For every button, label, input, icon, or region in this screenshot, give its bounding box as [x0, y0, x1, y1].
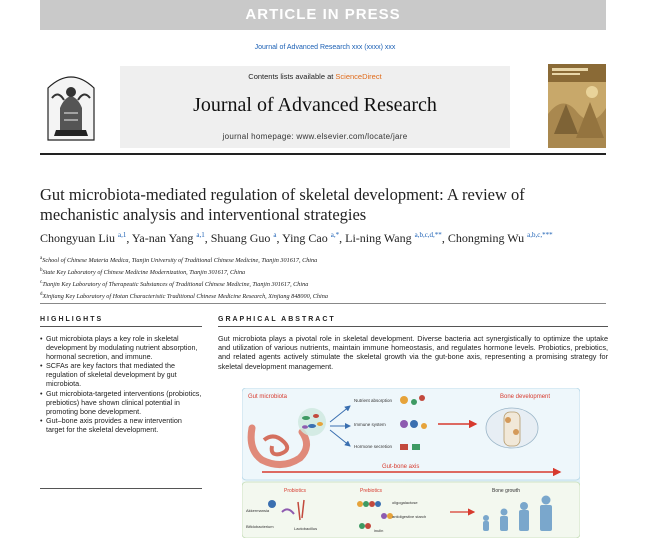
figure-label-immune: Immune system: [354, 422, 386, 427]
figure-label-hormone: Hormone secretion: [354, 444, 393, 449]
affiliation: $^a$School of Chinese Materia Medica, Tianjin University of Traditional Chinese Medicine, Tianjin 301617, China: [40, 256, 318, 265]
figure-label-nutrient: Nutrient absorption: [354, 398, 393, 403]
affiliation-list: [40, 254, 600, 302]
bone-illustration: [486, 408, 538, 448]
elsevier-logo: [40, 68, 102, 144]
figure-label-oligogalactose: oligogalactose: [392, 500, 418, 505]
article-in-press-banner: ARTICLE IN PRESS: [40, 0, 606, 30]
highlights-list: [40, 334, 202, 434]
highlight-item: • Gut microbiota plays a key role in skeletal development by modulating nutrient absorption, hormonal secretion, and immune.: [40, 334, 202, 361]
figure-label-probiotics: Probiotics: [284, 488, 306, 494]
author-name[interactable]: Ying Cao: [282, 231, 328, 245]
figure-label-gut-bone-axis: Gut-bone axis: [382, 464, 420, 470]
author-name[interactable]: Chongyuan Liu: [40, 231, 115, 245]
journal-homepage-link[interactable]: journal homepage: www.elsevier.com/locate/jare: [222, 132, 408, 141]
affiliation: $^c$Tianjin Key Laboratory of Therapeutic Substances of Traditional Chinese Medicine, Tianjin 301617, China: [40, 280, 309, 289]
author-affil-sup[interactable]: a,b,c,***: [527, 231, 553, 239]
author-affil-sup[interactable]: a,1: [118, 231, 127, 239]
article-title: Gut microbiota-mediated regulation of skeletal development: A review of mechanistic analysis and interventional strategies: [40, 185, 525, 224]
figure-label-inulin: inulin: [374, 528, 384, 533]
affiliation: $^b$State Key Laboratory of Chinese Medicine Modernization, Tianjin 301617, China: [40, 268, 246, 277]
graphical-abstract-heading: GRAPHICAL ABSTRACT: [218, 316, 608, 327]
highlight-item: • SCFAs are key factors that mediated the regulation of skeletal development by gut microbiota.: [40, 361, 202, 388]
figure-label-akkermansia: Akkermansia: [246, 508, 270, 513]
sciencedirect-link[interactable]: ScienceDirect: [335, 72, 382, 81]
contents-line: [120, 72, 510, 81]
highlights-heading: HIGHLIGHTS: [40, 316, 202, 327]
author-name[interactable]: Chongming Wu: [447, 231, 525, 245]
journal-header-box: [120, 66, 510, 148]
affiliation: $^d$Xinjiang Key Laboratory of Hotan Characteristic Traditional Chinese Medicine Research, Xinjiang 848000, China: [40, 292, 328, 301]
highlight-item: • Gut–bone axis provides a new intervention target for the skeletal development.: [40, 416, 202, 434]
author-list: Chongyuan Liu $^{a,1}$, Ya-nan Yang $^{a,1}$, Shuang Guo $^a$, Ying Cao $^{a,*}$, Li-ning Wang $^{a,b,c,d,**}$, Chongming Wu $^{a,b,c,***}$: [40, 231, 553, 245]
author-name[interactable]: Ya-nan Yang: [131, 231, 194, 245]
highlights-bottom-rule: [40, 488, 202, 489]
journal-title: Journal of Advanced Research: [193, 94, 437, 116]
graphical-abstract-figure: [242, 388, 580, 538]
figure-label-gut-microbiota: Gut microbiota: [248, 394, 288, 400]
contents-prefix: Contents lists available at: [248, 72, 336, 81]
figure-label-bone-growth: Bone growth: [492, 488, 521, 494]
author-name[interactable]: Li-ning Wang: [345, 231, 412, 245]
citation-link[interactable]: Journal of Advanced Research xxx (xxxx) xxx: [254, 44, 396, 51]
figure-label-starch: antidigestive starch: [392, 514, 427, 519]
author-affil-sup[interactable]: a,*: [330, 231, 340, 239]
author-name[interactable]: Shuang Guo: [210, 231, 271, 245]
figure-label-bifidobacterium: Bifidobacterium: [246, 524, 274, 529]
graphical-abstract-text: Gut microbiota plays a pivotal role in skeletal development. Diverse bacteria act synergistically to optimize the uptake and utilization of various nutrients, maintain immune homeostasis, and regulates hormone levels. Probiotics, prebiotics, and related agents actively stimulate the skeletal growth via the gut-bone axis, representing a promising strategy for skeletal development management.: [218, 334, 608, 371]
author-affil-sup[interactable]: a,b,c,d,**: [414, 231, 442, 239]
author-affil-sup[interactable]: a,1: [196, 231, 205, 239]
highlight-item: • Gut microbiota-targeted interventions (probiotics, prebiotics) have shown clinical potential in promoting bone development.: [40, 389, 202, 416]
figure-label-lactobacillus: Lactobacillus: [294, 526, 318, 531]
figure-label-prebiotics: Prebiotics: [360, 488, 382, 494]
author-affil-sup[interactable]: a: [273, 231, 277, 239]
bacteria-cluster: [298, 408, 326, 436]
journal-masthead: [40, 60, 606, 156]
section-rule: [40, 303, 606, 304]
journal-cover-image: [548, 64, 606, 148]
masthead-rule: [40, 153, 606, 155]
figure-label-bone-development: Bone development: [500, 394, 551, 400]
